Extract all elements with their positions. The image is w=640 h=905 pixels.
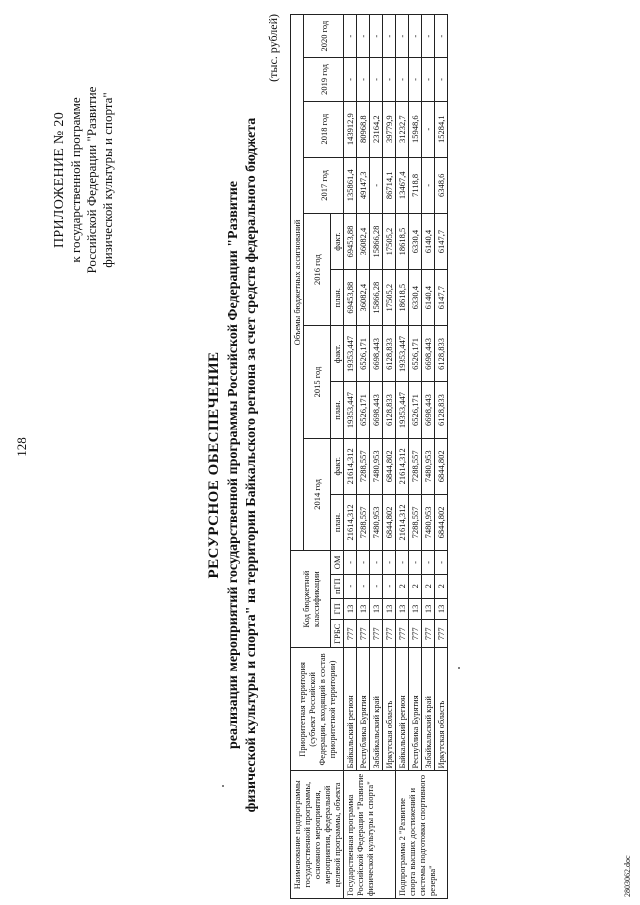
heading-subtitle-line: физической культуры и спорта" на территории Байкальского региона за счет средств федерального бюджета <box>244 117 259 813</box>
cell-f2014: 7480,953 <box>422 438 435 494</box>
header-gp: ГП <box>331 598 344 620</box>
cell-p2014: 7288,557 <box>409 494 422 550</box>
cell-f2014: 7288,557 <box>409 438 422 494</box>
header-2016: 2016 год <box>304 213 331 325</box>
cell-grbs: 777 <box>344 620 357 648</box>
cell-om: - <box>370 551 383 575</box>
table-row <box>409 15 422 899</box>
cell-gp: 13 <box>370 598 383 620</box>
cell-pgp: 2 <box>422 574 435 598</box>
cell-p2015: 6128,833 <box>383 382 396 438</box>
cell-om: - <box>396 551 409 575</box>
header-2015: 2015 год <box>304 326 331 438</box>
cell-om: - <box>435 551 448 575</box>
cell-p2015: 6128,833 <box>435 382 448 438</box>
cell-p2014: 6844,802 <box>383 494 396 550</box>
cell-y2017: 49147,3 <box>357 157 370 213</box>
page-number: 128 <box>14 437 29 457</box>
header-grbs: ГРБС <box>331 620 344 648</box>
table-row <box>435 15 448 899</box>
table-body <box>344 15 448 899</box>
cell-gp: 13 <box>435 598 448 620</box>
cell-pgp: - <box>357 574 370 598</box>
appendix-title: ПРИЛОЖЕНИЕ № 20 <box>52 112 67 248</box>
territory-cell: Забайкальский край <box>370 648 383 771</box>
cell-grbs: 777 <box>370 620 383 648</box>
cell-y2017: 86714,1 <box>383 157 396 213</box>
header-pgp: пГП <box>331 574 344 598</box>
cell-f2015: 19353,447 <box>344 326 357 382</box>
cell-y2017: - <box>422 157 435 213</box>
cell-gp: 13 <box>396 598 409 620</box>
territory-cell: Байкальский регион <box>396 648 409 771</box>
cell-y2018: 15948,6 <box>409 101 422 157</box>
cell-pgp: - <box>344 574 357 598</box>
cell-om: - <box>422 551 435 575</box>
header-fact-2014: факт. <box>331 438 344 494</box>
cell-y2020: - <box>370 15 383 58</box>
cell-p2015: 6698,443 <box>422 382 435 438</box>
cell-pgp: - <box>370 574 383 598</box>
header-plan-2015: план. <box>331 382 344 438</box>
header-plan-2014: план. <box>331 494 344 550</box>
territory-cell: Республика Бурятия <box>409 648 422 771</box>
program-name-cell: Государственная программа Российской Федерации "Развитие физической культуры и спорта" <box>344 771 396 899</box>
cell-f2014: 21614,312 <box>396 438 409 494</box>
appendix-line: физической культуры и спорта" <box>100 92 115 268</box>
cell-f2016: 6140,4 <box>422 213 435 269</box>
cell-f2014: 6844,802 <box>383 438 396 494</box>
cell-y2018: 39779,9 <box>383 101 396 157</box>
cell-y2018: 31232,7 <box>396 101 409 157</box>
cell-grbs: 777 <box>409 620 422 648</box>
cell-gp: 13 <box>422 598 435 620</box>
territory-cell: Забайкальский край <box>422 648 435 771</box>
cell-pgp: 2 <box>435 574 448 598</box>
cell-p2015: 19353,447 <box>344 382 357 438</box>
program-name-cell: Подпрограмма 2 "Развитие спорта высших достижений и системы подготовки спортивного резерва" <box>396 771 448 899</box>
territory-cell: Байкальский регион <box>344 648 357 771</box>
cell-y2019: - <box>396 58 409 101</box>
cell-y2020: - <box>396 15 409 58</box>
table-row <box>422 15 435 899</box>
appendix-block <box>52 40 116 320</box>
cell-f2015: 6698,443 <box>422 326 435 382</box>
appendix-line: к государственной программе <box>68 97 83 263</box>
cell-f2016: 36082,4 <box>357 213 370 269</box>
cell-p2015: 6526,171 <box>409 382 422 438</box>
cell-p2015: 6698,443 <box>370 382 383 438</box>
table-row <box>396 15 409 899</box>
cell-grbs: 777 <box>357 620 370 648</box>
header-2017: 2017 год <box>304 157 344 213</box>
cell-p2014: 7480,953 <box>370 494 383 550</box>
cell-f2015: 6698,443 <box>370 326 383 382</box>
cell-grbs: 777 <box>422 620 435 648</box>
cell-f2016: 15866,28 <box>370 213 383 269</box>
cell-p2016: 36082,4 <box>357 270 370 326</box>
header-volumes: Объемы бюджетных ассигнований <box>291 15 304 551</box>
cell-y2020: - <box>409 15 422 58</box>
territory-cell: Республика Бурятия <box>357 648 370 771</box>
cell-p2014: 6844,802 <box>435 494 448 550</box>
cell-p2016: 17505,2 <box>383 270 396 326</box>
cell-f2014: 21614,312 <box>344 438 357 494</box>
document-heading <box>205 85 261 845</box>
cell-f2015: 6526,171 <box>357 326 370 382</box>
cell-y2019: - <box>435 58 448 101</box>
table-row <box>357 15 370 899</box>
table-row <box>383 15 396 899</box>
cell-y2017: 135861,4 <box>344 157 357 213</box>
cell-f2015: 6128,833 <box>435 326 448 382</box>
cell-om: - <box>383 551 396 575</box>
cell-y2017: 13467,4 <box>396 157 409 213</box>
cell-p2014: 7480,953 <box>422 494 435 550</box>
cell-y2017: - <box>370 157 383 213</box>
cell-om: - <box>344 551 357 575</box>
cell-y2019: - <box>409 58 422 101</box>
cell-f2015: 6526,171 <box>409 326 422 382</box>
heading-subtitle-line: реализации мероприятий государственной программы Российской Федерации "Развитие <box>226 181 241 749</box>
scan-speck <box>458 667 460 669</box>
footer-filename: 2803062.doc <box>623 855 632 897</box>
header-2020: 2020 год <box>304 15 344 58</box>
cell-y2019: - <box>344 58 357 101</box>
units-label: (тыс. рублей) <box>266 14 280 82</box>
cell-p2016: 18618,5 <box>396 270 409 326</box>
cell-y2019: - <box>370 58 383 101</box>
cell-f2016: 6330,4 <box>409 213 422 269</box>
cell-f2014: 6844,802 <box>435 438 448 494</box>
cell-p2016: 69453,88 <box>344 270 357 326</box>
cell-y2017: 6348,6 <box>435 157 448 213</box>
cell-p2016: 6140,4 <box>422 270 435 326</box>
cell-p2015: 6526,171 <box>357 382 370 438</box>
cell-f2015: 6128,833 <box>383 326 396 382</box>
cell-y2019: - <box>383 58 396 101</box>
cell-y2018: 15284,1 <box>435 101 448 157</box>
cell-om: - <box>409 551 422 575</box>
cell-p2016: 6330,4 <box>409 270 422 326</box>
cell-grbs: 777 <box>435 620 448 648</box>
cell-y2020: - <box>422 15 435 58</box>
cell-gp: 13 <box>357 598 370 620</box>
cell-y2018: 80968,8 <box>357 101 370 157</box>
cell-y2020: - <box>383 15 396 58</box>
resource-table <box>290 14 448 899</box>
cell-gp: 13 <box>383 598 396 620</box>
cell-f2016: 69453,88 <box>344 213 357 269</box>
territory-cell: Иркутская область <box>383 648 396 771</box>
header-plan-2016: план. <box>331 270 344 326</box>
cell-f2016: 18618,5 <box>396 213 409 269</box>
cell-f2014: 7480,953 <box>370 438 383 494</box>
header-2014: 2014 год <box>304 438 331 550</box>
cell-y2018: - <box>422 101 435 157</box>
cell-p2014: 21614,312 <box>344 494 357 550</box>
header-fact-2016: факт. <box>331 213 344 269</box>
cell-y2020: - <box>435 15 448 58</box>
cell-y2020: - <box>357 15 370 58</box>
table-row <box>344 15 357 899</box>
cell-p2014: 7288,557 <box>357 494 370 550</box>
cell-grbs: 777 <box>396 620 409 648</box>
cell-y2019: - <box>422 58 435 101</box>
cell-f2016: 6147,7 <box>435 213 448 269</box>
cell-f2015: 19353,447 <box>396 326 409 382</box>
cell-f2016: 17505,2 <box>383 213 396 269</box>
cell-p2014: 21614,312 <box>396 494 409 550</box>
header-territory: Приоритетная территория (субъект Российской Федерации, входящий в состав приоритетной территории) <box>291 648 344 771</box>
cell-p2016: 15866,28 <box>370 270 383 326</box>
header-2018: 2018 год <box>304 101 344 157</box>
territory-cell: Иркутская область <box>435 648 448 771</box>
header-om: ОМ <box>331 551 344 575</box>
heading-title: РЕСУРСНОЕ ОБЕСПЕЧЕНИЕ <box>206 351 222 579</box>
cell-y2017: 7118,8 <box>409 157 422 213</box>
cell-y2018: 143912,9 <box>344 101 357 157</box>
header-name: Наименование подпрограммы государственной программы, основного мероприятия, мероприятия, федеральной целевой программы, объекта <box>291 771 344 899</box>
cell-gp: 13 <box>409 598 422 620</box>
header-2019: 2019 год <box>304 58 344 101</box>
table-row <box>370 15 383 899</box>
header-code-group: Код бюджетной классификации <box>291 551 331 648</box>
cell-pgp: 2 <box>409 574 422 598</box>
cell-y2019: - <box>357 58 370 101</box>
cell-p2016: 6147,7 <box>435 270 448 326</box>
cell-y2018: 23164,2 <box>370 101 383 157</box>
cell-f2014: 7288,557 <box>357 438 370 494</box>
cell-grbs: 777 <box>383 620 396 648</box>
appendix-line: Российской Федерации "Развитие <box>84 86 99 274</box>
cell-om: - <box>357 551 370 575</box>
cell-gp: 13 <box>344 598 357 620</box>
cell-p2015: 19353,447 <box>396 382 409 438</box>
header-fact-2015: факт. <box>331 326 344 382</box>
cell-pgp: - <box>383 574 396 598</box>
cell-pgp: 2 <box>396 574 409 598</box>
cell-y2020: - <box>344 15 357 58</box>
scan-speck <box>222 785 224 787</box>
